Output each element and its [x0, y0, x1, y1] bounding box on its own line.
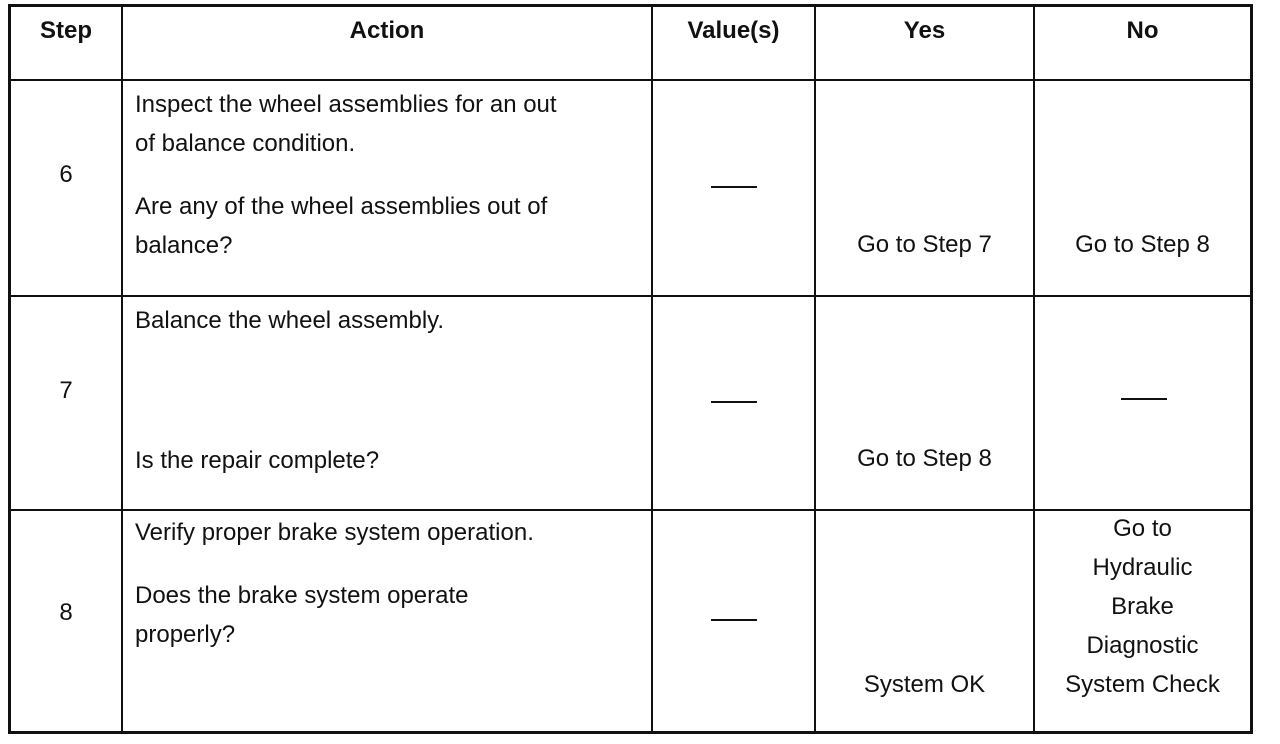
diagnostic-table: [8, 4, 1253, 734]
yes-result: Go to Step 7: [857, 231, 992, 258]
value-dash: [711, 619, 757, 621]
step-number: 8: [59, 599, 73, 626]
action-text: Are any of the wheel assemblies out of: [135, 193, 548, 220]
header-yes: Yes: [903, 17, 946, 44]
action-text: Does the brake system operate: [135, 582, 469, 609]
action-text: of balance condition.: [135, 130, 356, 157]
yes-result: Go to Step 8: [857, 445, 992, 472]
no-dash: [1121, 398, 1167, 400]
value-dash: [711, 186, 757, 188]
action-text: Is the repair complete?: [135, 447, 380, 474]
row-divider: [11, 79, 1250, 81]
no-line: Hydraulic: [1092, 554, 1193, 581]
header-step: Step: [39, 17, 92, 44]
header-values: Value(s): [687, 17, 780, 44]
header-action: Action: [349, 17, 425, 44]
step-number: 7: [59, 377, 73, 404]
action-text: Inspect the wheel assemblies for an out: [135, 91, 557, 118]
column-divider: [121, 7, 123, 731]
table-grid: [11, 7, 1250, 731]
no-line: Brake: [1111, 593, 1174, 620]
action-text: Verify proper brake system operation.: [135, 519, 534, 546]
step-number: 6: [59, 161, 73, 188]
action-text: properly?: [135, 621, 236, 648]
no-line: System Check: [1065, 671, 1220, 698]
no-line: Go to: [1113, 515, 1172, 542]
column-divider: [814, 7, 816, 731]
value-dash: [711, 401, 757, 403]
action-text: balance?: [135, 232, 233, 259]
yes-result: System OK: [863, 671, 986, 698]
no-result: Go to Step 8: [1075, 231, 1210, 258]
no-line: Diagnostic: [1086, 632, 1199, 659]
column-divider: [651, 7, 653, 731]
header-no: No: [1126, 17, 1159, 44]
action-text: Balance the wheel assembly.: [135, 307, 445, 334]
row-divider: [11, 295, 1250, 297]
no-result-multiline: [1035, 509, 1250, 704]
